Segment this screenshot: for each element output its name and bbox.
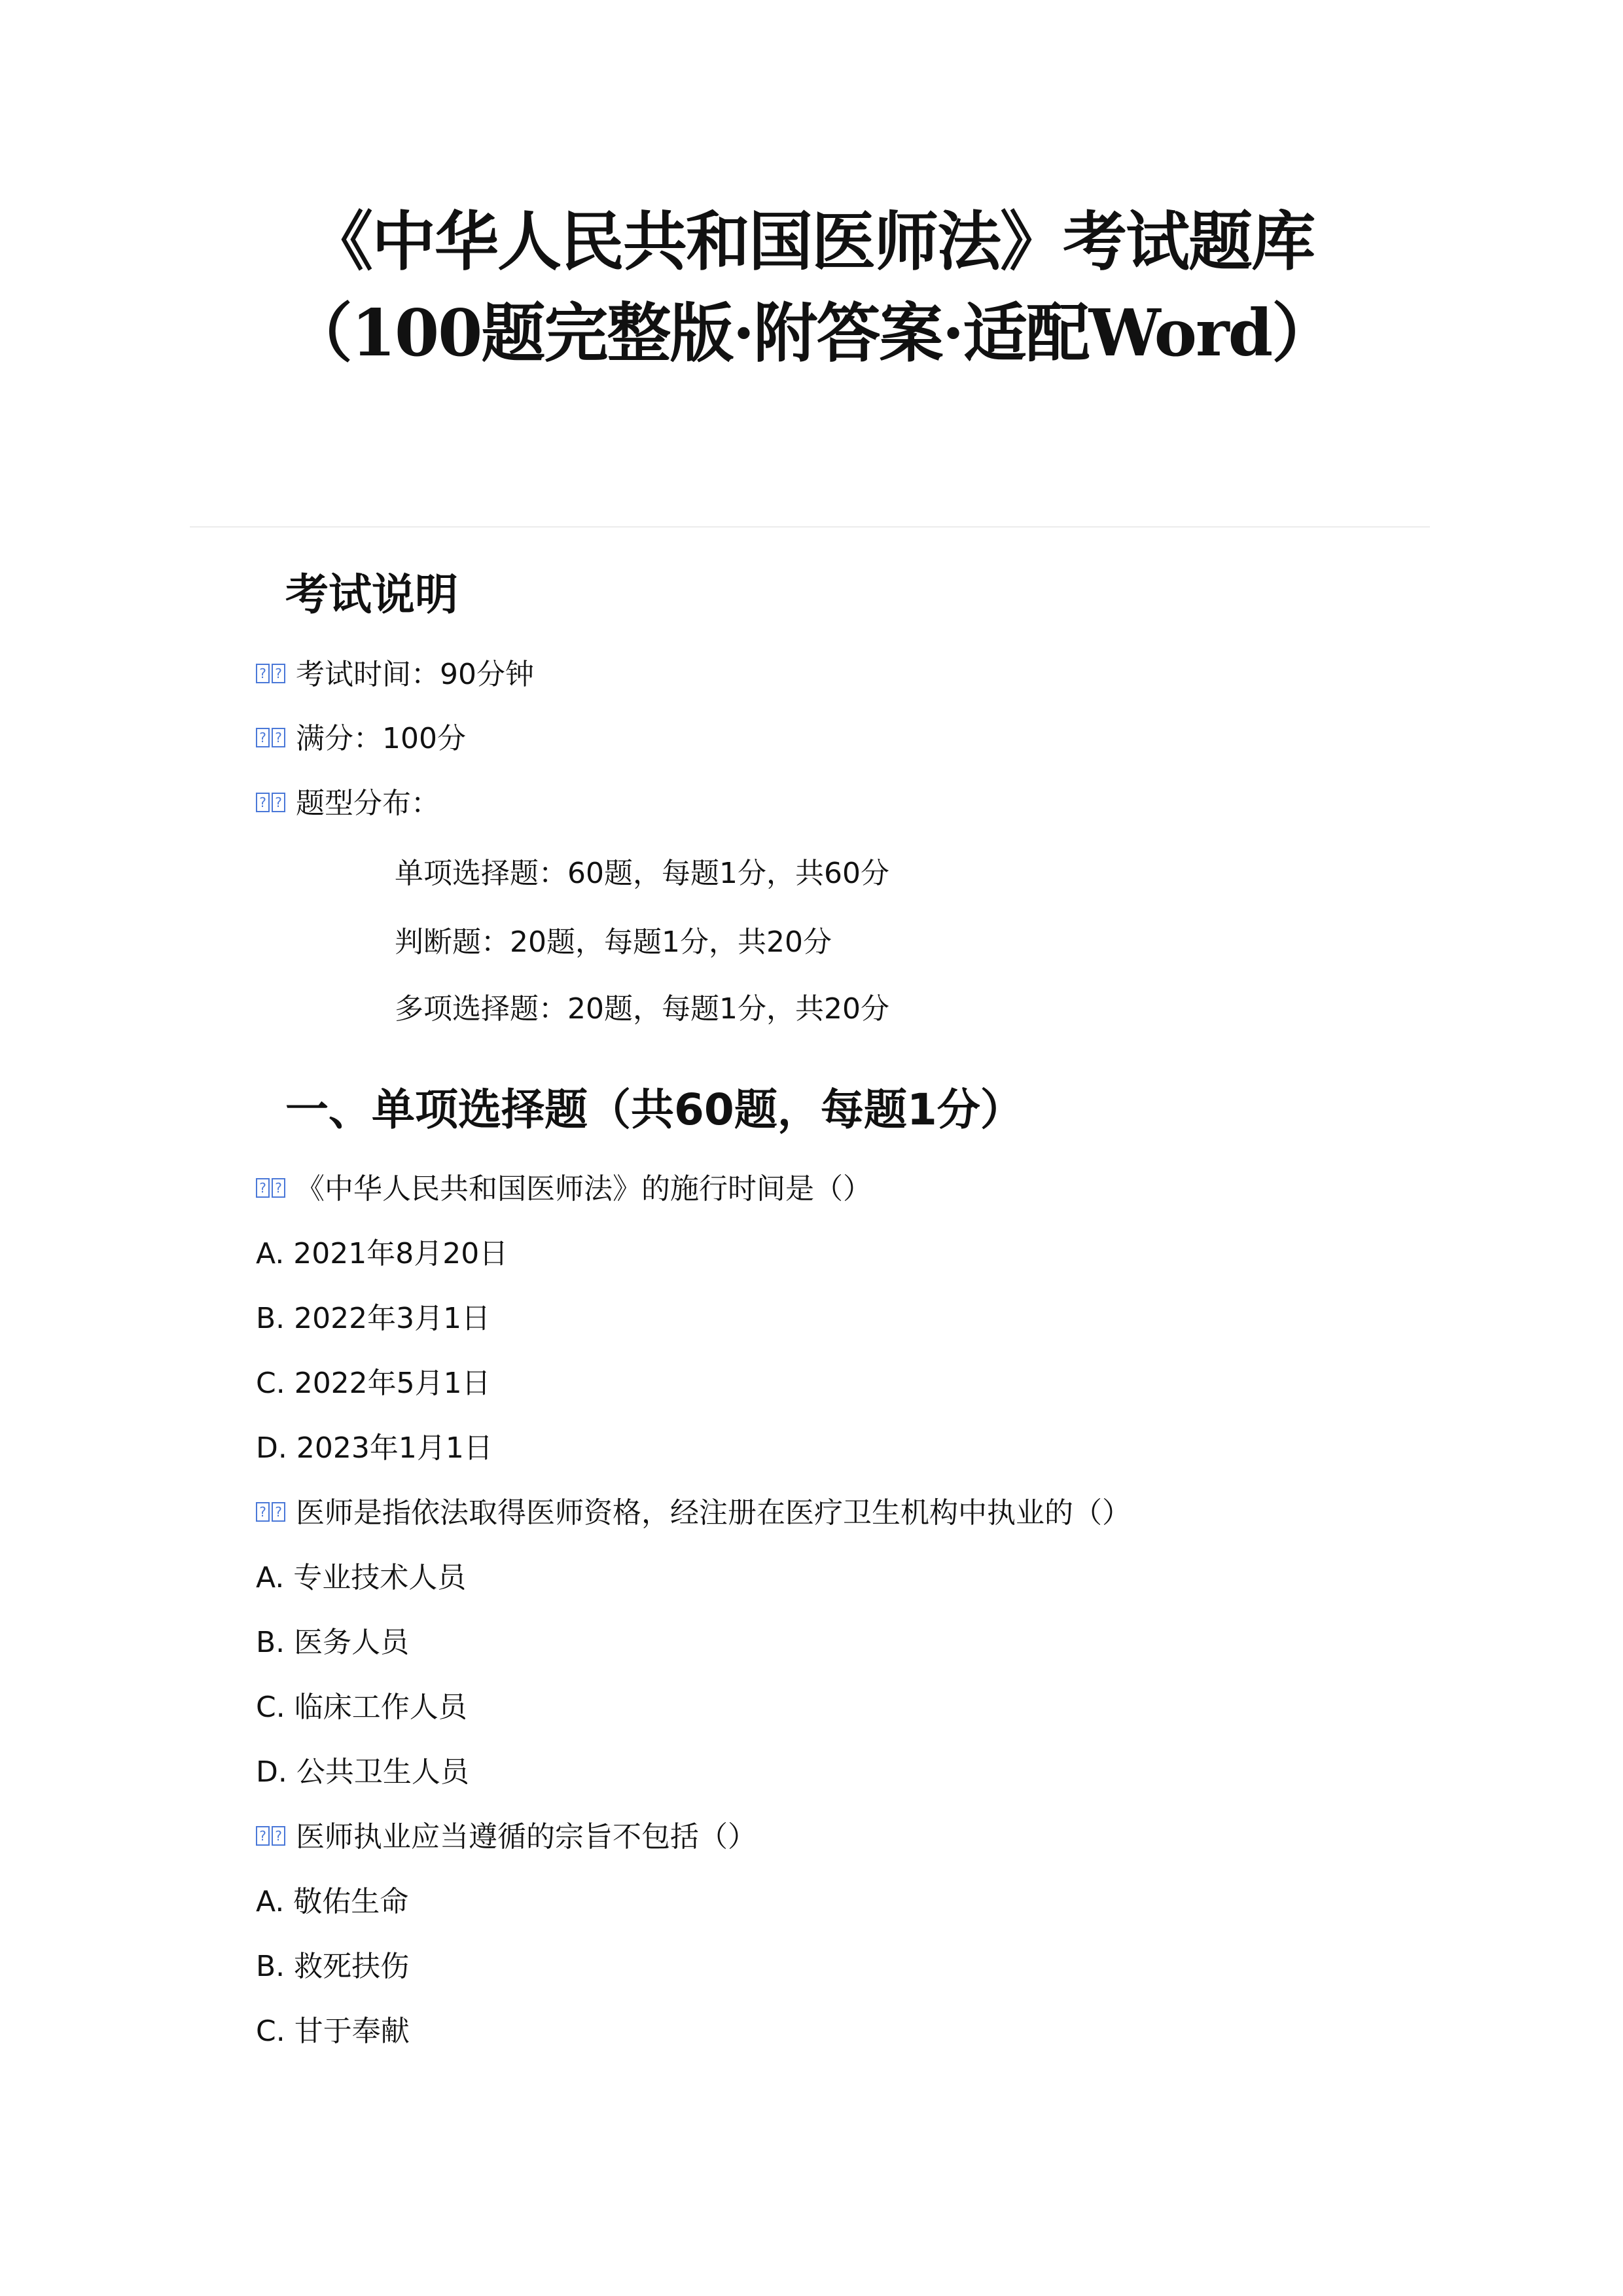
option: B. 2022年3月1日 — [256, 1302, 491, 1335]
instruction-item — [256, 771, 440, 836]
option: C. 甘于奉献 — [256, 2015, 410, 2048]
bullet-icon: ? ? — [256, 1502, 285, 1522]
question-stem — [256, 1157, 1131, 1221]
option: B. 救死扶伤 — [256, 1950, 410, 1983]
instruction-text: 题型分布： — [296, 787, 440, 820]
document-title-line1: 《中华人民共和国医师法》考试题库 — [308, 204, 1314, 279]
question-text: 医师是指依法取得医师资格，经注册在医疗卫生机构中执业的（） — [296, 1496, 1131, 1530]
bullet-icon: ? ? — [256, 1826, 285, 1846]
option: C. 2022年5月1日 — [256, 1367, 491, 1400]
distribution-item: 判断题：20题，每题1分，共20分 — [395, 925, 832, 959]
instruction-text: 考试时间：90分钟 — [296, 658, 534, 691]
question-list — [256, 1157, 1131, 2064]
document-title-line2: （100题完整版·附答案·适配Word） — [288, 296, 1335, 371]
instructions-heading: 考试说明 — [285, 569, 458, 620]
option: A. 敬佑生命 — [256, 1885, 409, 1918]
instruction-item — [256, 706, 466, 771]
bullet-icon: ? ? — [256, 793, 285, 812]
option: D. 2023年1月1日 — [256, 1431, 493, 1465]
question-text: 医师执业应当遵循的宗旨不包括（） — [296, 1820, 757, 1854]
bullet-icon: ? ? — [256, 728, 285, 747]
option: A. 专业技术人员 — [256, 1561, 467, 1594]
divider — [190, 526, 1430, 528]
question-stem — [256, 1480, 1131, 1545]
option: C. 临床工作人员 — [256, 1691, 467, 1724]
instruction-text: 满分：100分 — [296, 722, 466, 755]
question-stem — [256, 1804, 1131, 1869]
distribution-item: 单项选择题：60题，每题1分，共60分 — [395, 857, 889, 890]
section-heading: 一、单项选择题（共60题，每题1分） — [285, 1085, 1024, 1135]
question-text: 《中华人民共和国医师法》的施行时间是（） — [296, 1172, 872, 1206]
bullet-icon: ? ? — [256, 664, 285, 683]
bullet-icon: ? ? — [256, 1178, 285, 1198]
instruction-item — [256, 642, 534, 707]
option: A. 2021年8月20日 — [256, 1237, 508, 1270]
option: D. 公共卫生人员 — [256, 1755, 469, 1789]
option: B. 医务人员 — [256, 1626, 410, 1659]
distribution-item: 多项选择题：20题，每题1分，共20分 — [395, 992, 889, 1026]
